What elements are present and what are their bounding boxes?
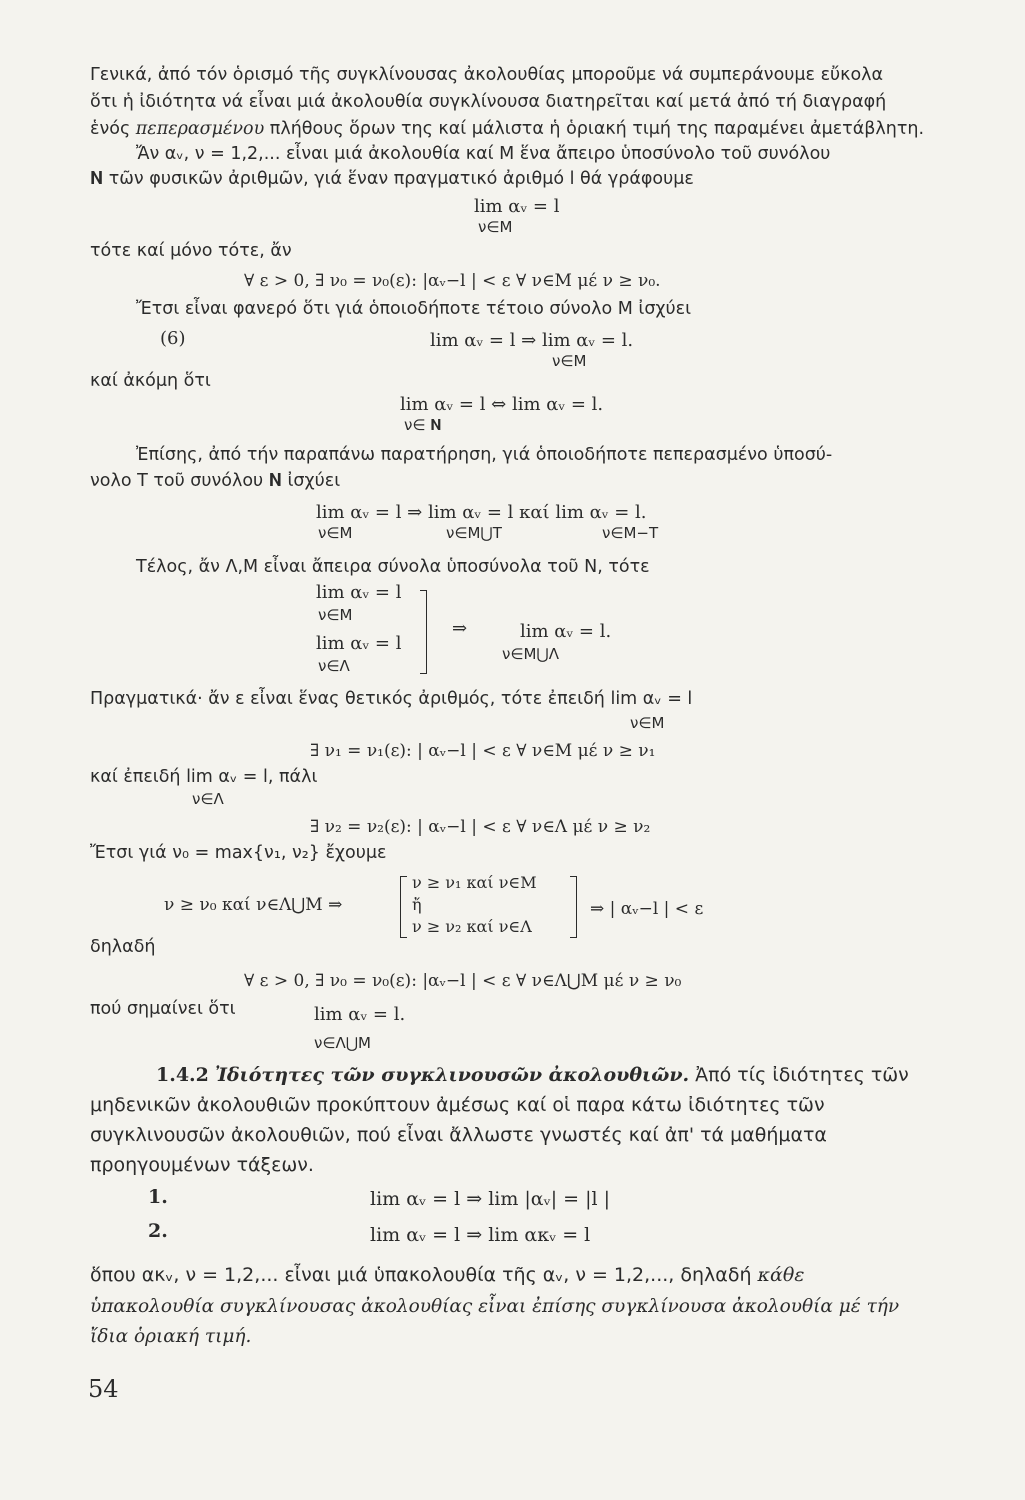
limit-formula: lim αᵥ = l xyxy=(316,582,402,603)
limit-formula: lim αᵥ = l xyxy=(474,196,560,217)
text-line: Πραγματικά· ἄν ε εἶναι ἕνας θετικός ἀριθμός, τότε ἐπειδή lim αᵥ = l xyxy=(90,689,693,709)
limit-subscript: ν∈Λ⋃Μ xyxy=(314,1034,371,1052)
text-fragment: πλήθους ὅρων της καί μάλιστα ἡ ὁριακή τιμή της παραμένει ἀμετάβλητη. xyxy=(269,119,925,139)
text-fragment: ὅπου ακᵥ, ν = 1,2,... εἶναι μιά ὑπακολουθία τῆς αᵥ, ν = 1,2,..., δηλαδή xyxy=(90,1264,752,1286)
section-heading-line xyxy=(156,1064,909,1086)
italic-word: πεπερασμένου xyxy=(135,119,265,139)
left-brace xyxy=(400,876,407,938)
limit-subscript: ν∈Μ xyxy=(318,606,353,624)
limit-subscript: ν∈Μ xyxy=(478,218,513,236)
limit-formula: lim αᵥ = l xyxy=(316,633,402,654)
text-line xyxy=(90,1264,804,1286)
formula-left: ν ≥ ν₀ καί ν∈Λ⋃Μ ⇒ xyxy=(164,895,343,915)
italic-line: ὑπακολουθία συγκλίνουσας ἀκολουθίας εἶναι ἐπίσης συγκλίνουσα ἀκολουθία μέ τήν xyxy=(90,1296,900,1317)
equation-label: (6) xyxy=(160,328,186,349)
text-fragment: Ἀπό τίς ἰδιότητες τῶν xyxy=(695,1064,909,1086)
property-number: 2. xyxy=(148,1220,168,1242)
right-brace xyxy=(570,876,577,938)
limit-subscript: ν∈ 𝐍 xyxy=(404,416,442,434)
limit-subscript: ν∈Μ xyxy=(318,524,353,542)
text-line: συγκλινουσῶν ἀκολουθιῶν, πού εἶναι ἄλλωστε γνωστές καί ἀπ' τά μαθήματα xyxy=(90,1124,827,1146)
text-line: πού σημαίνει ὅτι xyxy=(90,999,236,1019)
limit-formula: lim αᵥ = l ⇔ lim αᵥ = l. xyxy=(400,394,604,415)
text-line: Τέλος, ἄν Λ,Μ εἶναι ἄπειρα σύνολα ὑποσύνολα τοῦ Ν, τότε xyxy=(136,557,650,577)
text-line: 𝐍 τῶν φυσικῶν ἀριθμῶν, γιά ἕναν πραγματικό ἀριθμό l θά γράφουμε xyxy=(90,169,694,189)
implies-arrow: ⇒ xyxy=(452,618,468,639)
limit-subscript: ν∈Μ⋃Τ xyxy=(446,524,502,542)
text-line: ὅτι ἡ ἰδιότητα νά εἶναι μιά ἀκολουθία συγκλίνουσα διατηρεῖται καί μετά ἀπό τή διαγραφή xyxy=(90,92,887,112)
case-line: ν ≥ ν₁ καί ν∈Μ xyxy=(412,873,537,892)
limit-subscript: ν∈Μ−Τ xyxy=(602,524,659,542)
limit-subscript: ν∈Μ xyxy=(552,352,587,370)
right-brace xyxy=(420,590,427,674)
case-line: ἤ xyxy=(412,895,422,914)
text-line: προηγουμένων τάξεων. xyxy=(90,1154,314,1176)
text-line: Ἔτσι γιά ν₀ = max{ν₁, ν₂} ἔχουμε xyxy=(90,843,387,863)
text-line: Ἔτσι εἶναι φανερό ὅτι γιά ὁποιοδήποτε τέτοιο σύνολο Μ ἰσχύει xyxy=(136,299,692,319)
text-line: καί ἐπειδή lim αᵥ = l, πάλι xyxy=(90,767,318,787)
italic-line: ἴδια ὁριακή τιμή. xyxy=(90,1326,252,1347)
property-formula: lim αᵥ = l ⇒ lim |αᵥ| = |l | xyxy=(370,1188,611,1210)
text-line: Γενικά, ἀπό τόν ὁρισμό τῆς συγκλίνουσας ἀκολουθίας μποροῦμε νά συμπεράνουμε εὔκολα xyxy=(90,65,884,85)
limit-subscript: ν∈Μ⋃Λ xyxy=(502,645,559,663)
text-line: Ἐπίσης, ἀπό τήν παραπάνω παρατήρηση, γιά ὁποιοδήποτε πεπερασμένο ὑποσύ- xyxy=(136,445,833,465)
case-line: ν ≥ ν₂ καί ν∈Λ xyxy=(412,917,532,936)
italic-word: κάθε xyxy=(757,1264,805,1286)
section-title: Ἰδιότητες τῶν συγκλινουσῶν ἀκολουθιῶν. xyxy=(214,1064,690,1086)
limit-formula: lim αᵥ = l. xyxy=(520,621,612,642)
text-line: καί ἀκόμη ὅτι xyxy=(90,371,211,391)
formula-right: ⇒ | αᵥ−l | < ε xyxy=(590,899,704,919)
text-line: Ἄν αᵥ, ν = 1,2,... εἶναι μιά ἀκολουθία καί Μ ἕνα ἄπειρο ὑποσύνολο τοῦ συνόλου xyxy=(136,144,831,164)
limit-formula: lim αᵥ = l ⇒ lim αᵥ = l. xyxy=(430,330,634,351)
definition-formula: ∀ ε > 0, ∃ ν₀ = ν₀(ε): |αᵥ−l | < ε ∀ ν∈Μ μέ ν ≥ ν₀. xyxy=(244,271,661,291)
limit-formula: lim αᵥ = l. xyxy=(314,1004,406,1025)
page-number: 54 xyxy=(88,1375,119,1403)
property-number: 1. xyxy=(148,1186,168,1208)
text-line: δηλαδή xyxy=(90,937,156,957)
text-fragment: ἑνός xyxy=(90,119,131,139)
text-line xyxy=(90,118,924,140)
text-line: μηδενικῶν ἀκολουθιῶν προκύπτουν ἀμέσως καί οἱ παρα κάτω ἰδιότητες τῶν xyxy=(90,1094,825,1116)
limit-subscript: ν∈Λ xyxy=(192,790,224,808)
formula-line: ∀ ε > 0, ∃ ν₀ = ν₀(ε): |αᵥ−l | < ε ∀ ν∈Λ⋃Μ μέ ν ≥ ν₀ xyxy=(244,971,682,991)
limit-subscript: ν∈Λ xyxy=(318,657,350,675)
property-formula: lim αᵥ = l ⇒ lim ακᵥ = l xyxy=(370,1224,591,1246)
text-line: τότε καί μόνο τότε, ἄν xyxy=(90,241,292,261)
section-number: 1.4.2 xyxy=(156,1064,209,1086)
limit-subscript: ν∈Μ xyxy=(630,714,665,732)
formula-line: ∃ ν₂ = ν₂(ε): | αᵥ−l | < ε ∀ ν∈Λ μέ ν ≥ ν₂ xyxy=(310,817,651,837)
limit-formula: lim αᵥ = l ⇒ lim αᵥ = l καί lim αᵥ = l. xyxy=(316,502,647,523)
formula-line: ∃ ν₁ = ν₁(ε): | αᵥ−l | < ε ∀ ν∈Μ μέ ν ≥ ν₁ xyxy=(310,741,656,761)
text-line: νολο Τ τοῦ συνόλου 𝐍 ἰσχύει xyxy=(90,471,341,491)
